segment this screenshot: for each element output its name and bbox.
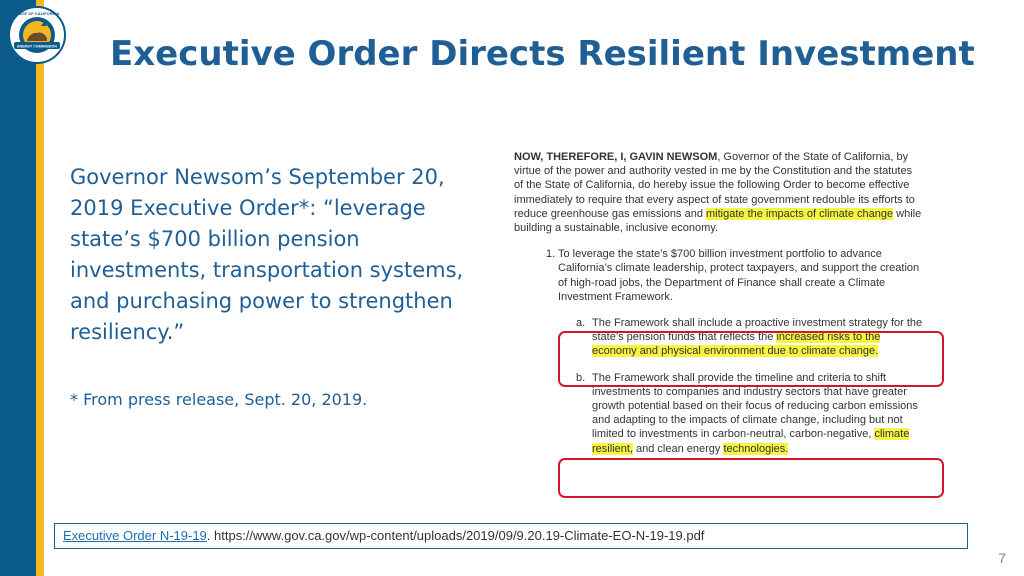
page-number: 7 [998, 550, 1006, 566]
seal-bottom-text: ENERGY COMMISSION [17, 44, 57, 49]
doc-item-1-number: 1. [546, 248, 556, 261]
doc-item-b-text: The Framework shall provide the timeline and criteria to shift investments to companies and industry sectors that have greater growth potential based on their focus of reducing carbon emissions and adapting to the impacts of climate change, including but not limited to investments in carbon-neutral, carbon-negative, [592, 371, 918, 441]
callout-box-item-b [558, 458, 944, 498]
executive-order-link[interactable]: Executive Order N-19-19 [63, 528, 207, 543]
source-citation [54, 523, 968, 549]
doc-item-a-highlight: increased risks to the economy and physical environment due to climate change. [592, 331, 881, 358]
energy-commission-seal-icon [8, 6, 66, 64]
callout-box-item-a [558, 331, 944, 387]
gold-accent-bar [36, 0, 44, 576]
doc-item-b-letter: b. [576, 371, 586, 384]
doc-item-1 [514, 247, 924, 304]
doc-intro-text: , Governor of the State of California, by virtue of the power and authority vested in me by the Constitution and the statutes of the State of California, do hereby issue the following Order to become effective immediately to require that every aspect of state government redouble its efforts to reduce greenhouse gas emissions and [514, 151, 915, 220]
doc-item-a-text: The Framework shall include a proactive investment strategy for the state’s pension funds that reflects the [592, 317, 923, 344]
doc-item-1-text: To leverage the state’s $700 billion investment portfolio to advance California’s climate leadership, protect taxpayers, and support the creation of high-road jobs, the Department of Finance shall create a Climate Investment Framework. [558, 248, 920, 303]
doc-item-b-highlight-1: climate resilient, [592, 428, 910, 455]
body-text: Governor Newsom’s September 20, 2019 Executive Order*: “leverage state’s $700 billion pension investments, transportation systems, and purchasing power to strengthen resiliency.” [70, 165, 464, 344]
doc-item-b-mid: and clean energy [632, 442, 724, 455]
doc-intro-paragraph [514, 150, 924, 235]
doc-item-b-highlight-2: technologies. [723, 442, 789, 455]
source-url-text: . https://www.gov.ca.gov/wp-content/uploads/2019/09/9.20.19-Climate-EO-N-19-19.pdf [206, 528, 705, 543]
doc-item-a-letter: a. [576, 317, 586, 330]
doc-intro-highlight: mitigate the impacts of climate change [706, 207, 894, 220]
doc-intro-bold: NOW, THEREFORE, I, GAVIN NEWSOM [514, 151, 718, 163]
seal-top-text: STATE OF CALIFORNIA [14, 11, 60, 16]
footnote: * From press release, Sept. 20, 2019. [70, 390, 368, 409]
doc-intro-end: while building a sustainable, inclusive economy. [514, 207, 922, 235]
left-sidebar-bar [0, 0, 36, 576]
slide-title: Executive Order Directs Resilient Investment [110, 34, 975, 74]
executive-order-excerpt [514, 150, 924, 456]
